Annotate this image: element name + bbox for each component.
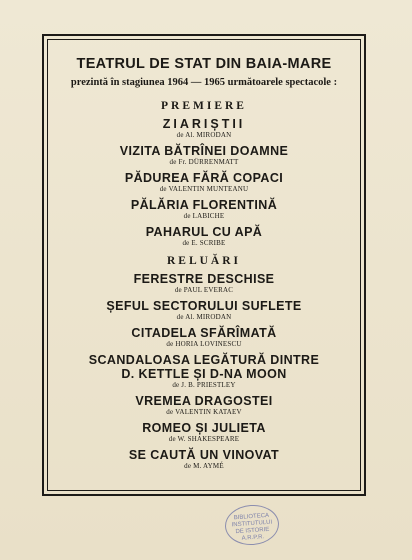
- play-entry: [48, 272, 360, 295]
- play-title: CITADELA SFĂRÎMATĂ: [131, 326, 277, 340]
- play-title: ROMEO ȘI JULIETA: [142, 421, 266, 435]
- play-author: de VALENTIN MUNTEANU: [159, 185, 249, 193]
- play-entry: [48, 353, 360, 390]
- play-entry: [48, 144, 360, 167]
- play-title: SCANDALOASA LEGĂTURĂ DINTRE: [88, 353, 320, 367]
- play-entry: [48, 299, 360, 322]
- season-intro: prezintă în stagiunea 1964 — 1965 următoarele spectacole :: [70, 77, 338, 88]
- play-author: de LABICHE: [183, 212, 225, 220]
- play-title-line2: D. KETTLE ȘI D-NA MOON: [121, 367, 287, 381]
- programme-content: [48, 56, 360, 471]
- play-author: de W. SHAKESPEARE: [168, 435, 240, 443]
- play-author: de M. AYMÉ: [184, 462, 224, 470]
- play-title: SE CAUTĂ UN VINOVAT: [128, 448, 280, 462]
- play-entry: [48, 448, 360, 471]
- play-author: de PAUL EVERAC: [174, 286, 234, 294]
- play-title: PĂLĂRIA FLORENTINĂ: [130, 198, 278, 212]
- play-title: ȘEFUL SECTORULUI SUFLETE: [106, 299, 302, 313]
- play-title: VREMEA DRAGOSTEI: [135, 394, 273, 408]
- stamp-line: INSTITUTULUI: [231, 519, 273, 529]
- play-entry: [48, 326, 360, 349]
- library-stamp: [224, 503, 281, 547]
- play-author: de HORIA LOVINESCU: [166, 340, 242, 348]
- premiere-heading: PREMIERE: [161, 100, 247, 112]
- play-entry: [48, 198, 360, 221]
- reluari-heading: RELUĂRI: [166, 255, 242, 267]
- play-author: de Fr. DÜRRENMATT: [169, 158, 239, 166]
- play-title: PAHARUL CU APĂ: [145, 225, 263, 239]
- play-title: VIZITA BĂTRÎNEI DOAMNE: [119, 144, 289, 158]
- play-title: ZIARIȘTII: [162, 117, 246, 131]
- play-author: de Al. MIRODAN: [176, 313, 232, 321]
- play-entry: [48, 117, 360, 140]
- stamp-line: A.R.P.R.: [241, 534, 265, 542]
- play-entry: [48, 171, 360, 194]
- play-title: PĂDUREA FĂRĂ COPACI: [124, 171, 284, 185]
- play-entry: [48, 225, 360, 248]
- play-entry: [48, 421, 360, 444]
- play-title: FERESTRE DESCHISE: [133, 272, 275, 286]
- play-author: de VALENTIN KATAEV: [166, 408, 242, 416]
- play-author: de Al. MIRODAN: [176, 131, 232, 139]
- theatre-name: TEATRUL DE STAT DIN BAIA-MARE: [76, 56, 332, 72]
- play-author: de J. B. PRIESTLEY: [172, 381, 236, 389]
- stamp-line: BIBLIOTECA: [233, 512, 270, 522]
- play-entry: [48, 394, 360, 417]
- play-author: de E. SCRIBE: [182, 239, 226, 247]
- stamp-line: DE ISTORIE: [235, 526, 270, 536]
